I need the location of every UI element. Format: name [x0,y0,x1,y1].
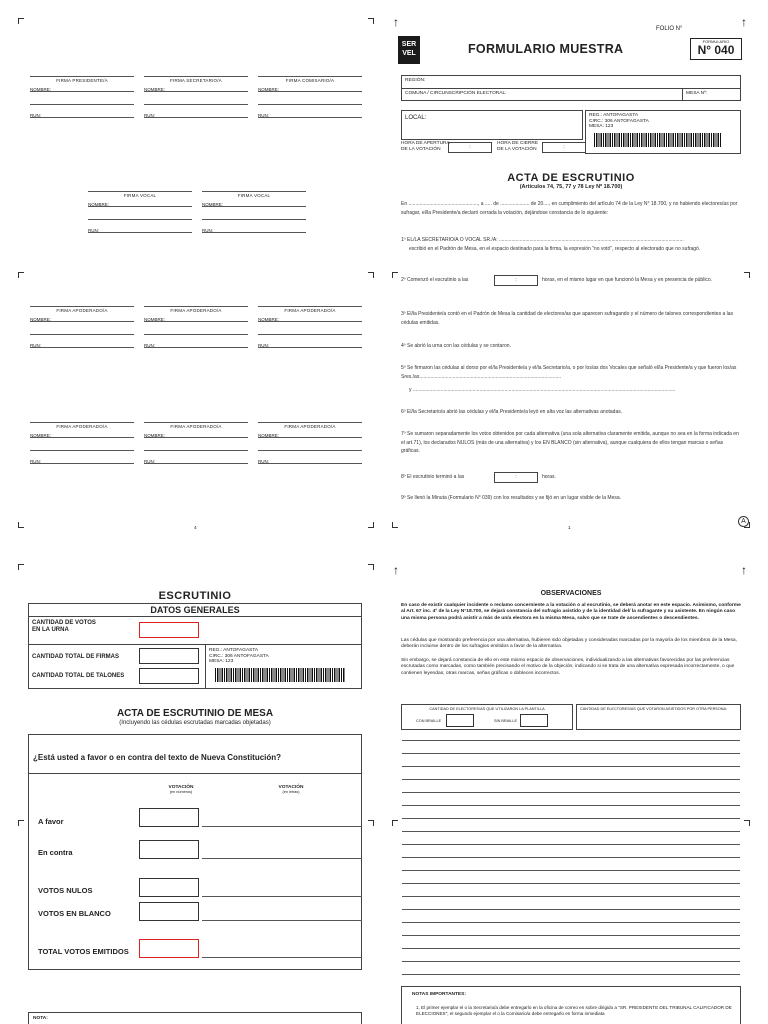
blank-line[interactable] [144,446,248,451]
signature-block: FIRMA APODERADO/A NOMBRE: RUN: [258,306,362,348]
a-favor-letras-line[interactable] [202,826,362,827]
blank-line[interactable] [144,330,248,335]
crop-mark [368,272,374,278]
a-favor-numeros-input[interactable] [139,808,199,827]
crop-mark [368,18,374,24]
observation-line[interactable] [402,831,740,832]
signature-block: FIRMA SECRETARIO/A NOMBRE: RUN: [144,76,248,118]
votos-urna-input[interactable] [139,622,199,638]
crop-mark [744,272,750,278]
row-label-en-contra: En contra [38,848,73,857]
observation-line[interactable] [402,844,740,845]
crop-mark [368,564,374,570]
signature-block: FIRMA COMISARIO/A NOMBRE: RUN: [258,76,362,118]
observation-line[interactable] [402,766,740,767]
local-box[interactable]: LOCAL: [401,110,583,140]
crop-mark [392,272,398,278]
total-firmas-input[interactable] [139,648,199,664]
crop-mark [18,272,24,278]
observation-line[interactable] [402,922,740,923]
hora-apertura-input[interactable]: : [448,142,492,153]
signature-block: FIRMA APODERADO/A NOMBRE: RUN: [258,422,362,464]
nombre-line[interactable]: NOMBRE: [144,317,248,322]
votos-blanco-letras-line[interactable] [202,920,362,921]
observation-line[interactable] [402,896,740,897]
nombre-line[interactable]: NOMBRE: [30,317,134,322]
observation-line[interactable] [402,935,740,936]
nombre-line[interactable]: NOMBRE: [30,433,134,438]
signature-block: FIRMA APODERADO/A NOMBRE: RUN: [144,422,248,464]
form-number-box: FORMULARIO N° 040 [690,38,742,60]
observation-line[interactable] [402,753,740,754]
en-contra-numeros-input[interactable] [139,840,199,859]
con-braille-input[interactable] [446,714,474,727]
crop-mark [392,820,398,826]
run-line[interactable]: RUN: [144,343,248,348]
votos-blanco-numeros-input[interactable] [139,902,199,921]
run-line[interactable]: RUN: [258,343,362,348]
region-box: REGIÓN: COMUNA / CIRCUNSCRIPCIÓN ELECTORAL: MESA Nº: [401,75,741,101]
acta-mesa-subtitle: (Incluyendo las cédulas escrutadas marcadas objetadas) [119,720,271,726]
votacion-table: ¿Está usted a favor o en contra del texto de Nueva Constitución? VOTACIÓN (en números) VOTACIÓN (en letras) [28,734,362,970]
en-contra-letras-line[interactable] [202,858,362,859]
crop-mark [744,820,750,826]
crop-mark [18,820,24,826]
signature-block: FIRMA PRESIDENTE/A NOMBRE: RUN: [30,76,134,118]
page-number: 4 [194,526,197,531]
asistidos-box[interactable]: CANTIDAD DE ELECTORES/AS QUE VOTARON ASISTIDOS POR OTRA PERSONA: [576,704,741,730]
total-votos-numeros-input[interactable] [139,939,199,958]
sin-braille-input[interactable] [520,714,548,727]
page-number: 1 [568,526,571,531]
observation-line[interactable] [402,792,740,793]
observation-line[interactable] [402,948,740,949]
blank-line[interactable] [30,446,134,451]
stamp-icon: A [738,516,749,527]
nombre-line[interactable]: NOMBRE: [258,433,362,438]
escrutinio-title: ESCRUTINIO [158,590,232,602]
barcode [594,133,722,147]
run-line[interactable]: RUN: [30,343,134,348]
acta-subtitle: (Artículos 74, 75, 77 y 78 Ley Nº 18.700) [519,184,623,190]
nombre-line[interactable]: NOMBRE: [30,87,134,92]
run-line[interactable]: RUN: [30,113,134,118]
run-line[interactable]: RUN: [88,228,192,233]
row-label-votos-en-blanco: VOTOS EN BLANCO [38,909,111,918]
total-votos-letras-line[interactable] [202,957,362,958]
observation-line[interactable] [402,818,740,819]
observation-line[interactable] [402,961,740,962]
mesa-info-box: REG.: ANTOFAGASTA CIRC.: 306 ANTOFAGASTA MESA: 123 [585,110,741,154]
run-line[interactable]: RUN: [144,113,248,118]
observation-line[interactable] [402,857,740,858]
up-arrow-icon: ↑ [741,15,747,29]
blank-line[interactable] [258,446,362,451]
run-line[interactable]: RUN: [144,459,248,464]
notas-importantes-box: NOTAS IMPORTANTES: 1. El primer ejemplar el o la Secretario/a debe entregarlo en la oficina de correo en sobre dirigido a "SR. PRESIDENTE DEL TRIBUNAL CALIFICADOR DE ELECCIONES"; el segundo ejemplar el o la Comisario/a debe entregarlo en forma inmediata [401,986,741,1024]
signature-block: FIRMA VOCAL NOMBRE: RUN: [88,191,192,233]
datos-generales-box: DATOS GENERALES CANTIDAD DE VOTOS EN LA URNA CANTIDAD TOTAL DE FIRMAS CANTIDAD TOTAL DE TALONES REG.: ANTOFAGASTA CIRC.: 306 ANTOFAGASTA MESA: 123 [28,603,362,689]
servel-logo: SER VEL [398,36,420,64]
observation-line[interactable] [402,870,740,871]
row-label-total-votos: TOTAL VOTOS EMITIDOS [38,947,129,956]
row-label-votos-nulos: VOTOS NULOS [38,886,93,895]
nombre-line[interactable]: NOMBRE: [144,433,248,438]
signature-block: FIRMA APODERADO/A NOMBRE: RUN: [30,422,134,464]
folio-label: FOLIO N° [656,26,683,32]
question: ¿Está usted a favor o en contra del texto de Nueva Constitución? [33,753,282,762]
hora-inicio-escrutinio-input[interactable]: : [494,275,538,286]
barcode [215,668,345,682]
blank-line[interactable] [258,100,362,105]
observation-line[interactable] [402,974,740,975]
signature-block: FIRMA APODERADO/A NOMBRE: RUN: [144,306,248,348]
row-label-a-favor: A favor [38,817,64,826]
acta-title: ACTA DE ESCRUTINIO [507,172,635,184]
run-line[interactable]: RUN: [202,228,306,233]
observation-line[interactable] [402,805,740,806]
observation-line[interactable] [402,779,740,780]
plantilla-box: CANTIDAD DE ELECTORES/AS QUE UTILIZARON LA PLANTILLA CON BRAILLE SIN BRAILLE [401,704,573,730]
up-arrow-icon: ↑ [393,15,399,29]
hora-cierre-input[interactable]: : [542,142,586,153]
crop-mark [18,564,24,570]
observation-line[interactable] [402,883,740,884]
run-line[interactable]: RUN: [258,113,362,118]
crop-mark [392,522,398,528]
blank-line[interactable] [30,100,134,105]
blank-line[interactable] [258,330,362,335]
blank-line[interactable] [88,215,192,220]
nombre-line[interactable]: NOMBRE: [258,317,362,322]
page-title: FORMULARIO MUESTRA [468,42,624,56]
acta-mesa-title: ACTA DE ESCRUTINIO DE MESA [116,708,274,719]
crop-mark [18,18,24,24]
nota-box: NOTA: [28,1012,362,1024]
votos-nulos-letras-line[interactable] [202,896,362,897]
crop-mark [368,522,374,528]
blank-line[interactable] [144,100,248,105]
hora-termino-escrutinio-input[interactable]: : [494,472,538,483]
total-talones-input[interactable] [139,668,199,684]
crop-mark [368,820,374,826]
nombre-line[interactable]: NOMBRE: [144,87,248,92]
up-arrow-icon: ↑ [393,563,399,577]
signature-block: FIRMA APODERADO/A NOMBRE: RUN: [30,306,134,348]
observation-line[interactable] [402,909,740,910]
nombre-line[interactable]: NOMBRE: [258,87,362,92]
crop-mark [18,522,24,528]
nombre-line[interactable]: NOMBRE: [202,202,306,207]
votos-nulos-numeros-input[interactable] [139,878,199,897]
observaciones-title: OBSERVACIONES [540,590,602,597]
run-line[interactable]: RUN: [258,459,362,464]
blank-line[interactable] [202,215,306,220]
up-arrow-icon: ↑ [741,563,747,577]
blank-line[interactable] [30,330,134,335]
signature-block: FIRMA VOCAL NOMBRE: RUN: [202,191,306,233]
nombre-line[interactable]: NOMBRE: [88,202,192,207]
observation-line[interactable] [402,740,740,741]
run-line[interactable]: RUN: [30,459,134,464]
